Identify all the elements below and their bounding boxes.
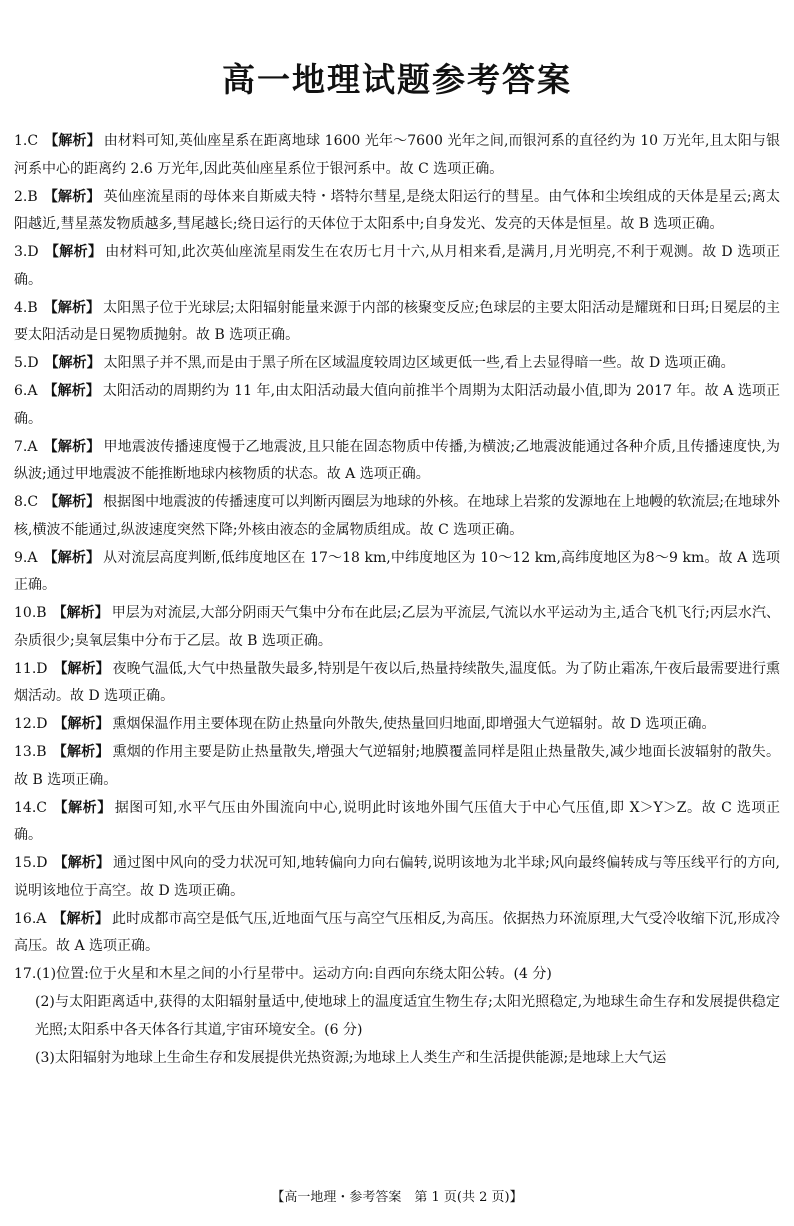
answer-number: 4.B [14, 299, 38, 316]
answer-item-7 [14, 434, 780, 489]
answer-text: 熏烟保温作用主要体现在防止热量向外散失,使热量回归地面,即增强大气逆辐射。故 D 选项正确。 [112, 716, 716, 732]
answer-part-1: (1)位置:位于火星和木星之间的小行星带中。运动方向:自西向东绕太阳公转。(4 分) [36, 966, 552, 982]
analysis-tag: 【解析】 [44, 244, 103, 260]
analysis-tag: 【解析】 [43, 188, 101, 205]
analysis-tag: 【解析】 [53, 716, 110, 732]
answer-item-3 [14, 239, 780, 294]
analysis-tag: 【解析】 [52, 910, 110, 927]
answer-number: 6.A [14, 383, 38, 399]
answer-item-9 [14, 545, 780, 600]
answer-item-10 [14, 600, 780, 655]
analysis-tag: 【解析】 [43, 438, 101, 455]
page-footer: 【高一地理・参考答案 第 1 页(共 2 页)】 [271, 1190, 523, 1205]
answer-item-11 [14, 656, 780, 711]
answer-number: 1.C [14, 133, 39, 149]
answer-number: 9.A [14, 549, 38, 566]
answer-text: 由材料可知,此次英仙座流星雨发生在农历七月十六,从月相来看,是满月,月光明亮,不利于观测。故 D 选项正确。 [14, 244, 780, 288]
analysis-tag: 【解析】 [43, 549, 101, 566]
answer-item-14 [14, 795, 780, 850]
answer-text: 此时成都市高空是低气压,近地面气压与高空气压相反,为高压。依据热力环流原理,大气受冷收缩下沉,形成冷高压。故 A 选项正确。 [14, 910, 780, 954]
answer-number: 11.D [14, 660, 48, 677]
answer-text: 根据图中地震波的传播速度可以判断丙圈层为地球的外核。在地球上岩浆的发源地在上地幔的软流层;在地球外核,横波不能通过,纵波速度突然下降;外核由液态的金属物质组成。故 C 选项正确。 [14, 494, 781, 538]
analysis-tag: 【解析】 [44, 133, 101, 149]
answer-text: 通过图中风向的受力状况可知,地转偏向力向右偏转,说明该地为北半球;风向最终偏转成与等压线平行的方向,说明该地位于高空。故 D 选项正确。 [14, 855, 781, 899]
page-title: 高一地理试题参考答案 [222, 60, 572, 99]
analysis-tag: 【解析】 [52, 605, 109, 621]
answer-number: 7.A [14, 438, 38, 455]
answer-text: 太阳黑子并不黑,而是由于黑子所在区域温度较周边区域更低一些,看上去显得暗一些。故 D 选项正确。 [103, 355, 735, 371]
answer-text: 由材料可知,英仙座星系在距离地球 1600 光年～7600 光年之间,而银河系的直径约为 10 万光年,且太阳与银河系中心的距离约 2.6 万光年,因此英仙座星系位于银河系中。故 C 选项正确。 [14, 133, 781, 177]
answer-number: 17. [14, 966, 37, 982]
answer-number: 10.B [14, 605, 47, 621]
analysis-tag: 【解析】 [52, 799, 112, 816]
answer-text: 英仙座流星雨的母体来自斯威夫特・塔特尔彗星,是绕太阳运行的彗星。由气体和尘埃组成的天体是星云;离太阳越近,彗星蒸发物质越多,彗尾越长;绕日运行的天体位于太阳系中;自身发光、发亮的天体是恒星。故 B 选项正确。 [14, 188, 781, 232]
answer-list [14, 128, 780, 1073]
answer-number: 15.D [14, 855, 48, 871]
answer-item-17 [14, 961, 780, 989]
answer-part-2: (2)与太阳距离适中,获得的太阳辐射量适中,使地球上的温度适宜生物生存;太阳光照稳定,为地球生命生存和发展提供稳定光照;太阳系中各天体各行其道,宇宙环境安全。(6 分) [35, 994, 780, 1038]
answer-number: 2.B [14, 188, 38, 205]
answer-text: 甲地震波传播速度慢于乙地震波,且只能在固态物质中传播,为横波;乙地震波能通过各种介质,且传播速度快,为纵波;通过甲地震波不能推断地球内核物质的状态。故 A 选项正确。 [14, 438, 781, 482]
answer-text: 甲层为对流层,大部分阴雨天气集中分布在此层;乙层为平流层,气流以水平运动为主,适合飞机飞行;丙层水汽、杂质很少;臭氧层集中分布于乙层。故 B 选项正确。 [14, 605, 780, 649]
analysis-tag: 【解析】 [44, 494, 101, 510]
answer-text: 太阳黑子位于光球层;太阳辐射能量来源于内部的核聚变反应;色球层的主要太阳活动是耀斑和日珥;日冕层的主要太阳活动是日冕物质抛射。故 B 选项正确。 [14, 299, 780, 343]
answer-number: 3.D [14, 244, 39, 260]
answer-number: 8.C [14, 494, 39, 510]
answer-item-8 [14, 489, 780, 544]
answer-number: 12.D [14, 716, 48, 732]
answer-item-5 [14, 350, 780, 378]
answer-item-13 [14, 739, 780, 794]
answer-item-15 [14, 850, 780, 905]
answer-text: 太阳活动的周期约为 11 年,由太阳活动最大值向前推半个周期为太阳活动最小值,即为 2017 年。故 A 选项正确。 [14, 383, 781, 427]
answer-item-16 [14, 906, 780, 961]
answer-text: 据图可知,水平气压由外围流向中心,说明此时该地外围气压值大于中心气压值,即 X＞Y＞Z。故 C 选项正确。 [14, 799, 780, 843]
answer-item-6 [14, 378, 780, 433]
answer-item-1 [14, 128, 780, 183]
answer-number: 5.D [14, 355, 39, 371]
answer-item-12 [14, 711, 780, 739]
analysis-tag: 【解析】 [43, 299, 101, 316]
answer-part-3: (3)太阳辐射为地球上生命生存和发展提供光热资源;为地球上人类生产和生活提供能源;是地球上大气运 [35, 1049, 667, 1066]
analysis-tag: 【解析】 [52, 744, 110, 760]
answer-number: 13.B [14, 744, 47, 760]
answer-text: 熏烟的作用主要是防止热量散失,增强大气逆辐射;地膜覆盖同样是阻止热量散失,减少地面长波辐射的散失。故 B 选项正确。 [14, 744, 781, 788]
answer-text: 从对流层高度判断,低纬度地区在 17～18 km,中纬度地区为 10～12 km,高纬度地区为8～9 km。故 A 选项正确。 [14, 549, 781, 593]
answer-item-4 [14, 295, 780, 350]
analysis-tag: 【解析】 [43, 383, 100, 399]
analysis-tag: 【解析】 [44, 355, 101, 371]
analysis-tag: 【解析】 [53, 660, 110, 677]
answer-number: 14.C [14, 799, 47, 816]
answer-text: 夜晚气温低,大气中热量散失最多,特别是午夜以后,热量持续散失,温度低。为了防止霜冻,午夜后最需要进行熏烟活动。故 D 选项正确。 [14, 660, 781, 704]
analysis-tag: 【解析】 [53, 855, 111, 871]
answer-item-2 [14, 184, 780, 239]
answer-number: 16.A [14, 910, 47, 927]
